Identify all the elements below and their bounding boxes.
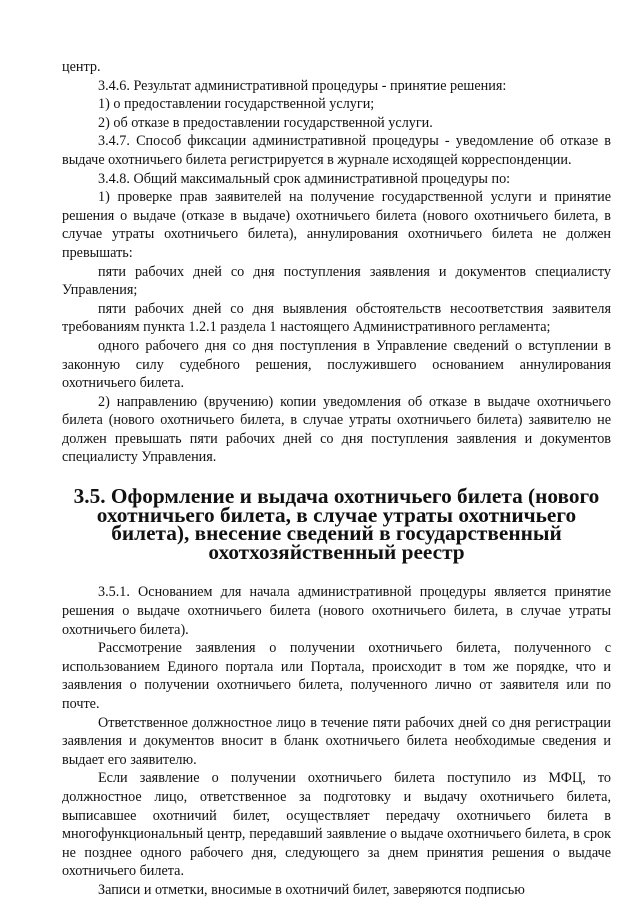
paragraph-3-5-1-a: Рассмотрение заявления о получении охотничьего билета, полученного с использованием Единого портала или Портала, происходит в том же порядке, что и заявления о получении охотничьего билета, полученного лично от заявителя или по почте. <box>62 640 611 712</box>
paragraph-3-4-6-item-1: 1) о предоставлении государственной услуги; <box>98 96 375 113</box>
paragraph-3-4-8-item-1-c: одного рабочего дня со дня поступления в Управление сведений о вступлении в законную силу судебного решения, послужившего основанием аннулирования охотничьего билета. <box>62 337 611 392</box>
paragraph-3-4-8-item-1: 1) проверке прав заявителей на получение государственной услуги и принятие решения о выдаче (отказе в выдаче) охотничьего билета (нового охотничьего билета, в случае утраты охотничьего билета), аннулирования охотничьего билета не должен превышать: <box>62 189 611 261</box>
paragraph-3-4-8-item-2: 2) направлению (вручению) копии уведомления об отказе в выдаче охотничьего билета (нового охотничьего билета, в случае утраты охотничьего билета) заявителю не должен превышать пяти рабочих дней со дня поступления заявления и документов специалисту Управления. <box>62 393 611 466</box>
paragraph-3-4-8: 3.4.8. Общий максимальный срок административной процедуры по: <box>98 170 511 187</box>
document-page <box>62 58 611 900</box>
paragraph-3-5-1-b: Ответственное должностное лицо в течение пяти рабочих дней со дня регистрации заявления и документов вносит в бланк охотничьего билета необходимые сведения и выдает его заявителю. <box>62 714 611 768</box>
paragraph-continuation: центр. <box>62 59 101 75</box>
paragraph-3-5-1: 3.5.1. Основанием для начала административной процедуры является принятие решения о выдаче охотничьего билета (нового охотничьего билета, в случае утраты охотничьего билета). <box>62 584 611 638</box>
paragraph-3-4-8-item-1-b: пяти рабочих дней со дня выявления обстоятельств несоответствия заявителя требованиям пункта 1.2.1 раздела 1 настоящего Административного регламента; <box>62 300 611 336</box>
paragraph-3-4-7: 3.4.7. Способ фиксации административной процедуры - уведомление об отказе в выдаче охотничьего билета регистрируется в журнале исходящей корреспонденции. <box>62 133 611 168</box>
paragraph-3-4-6-item-2: 2) об отказе в предоставлении государственной услуги. <box>98 114 433 131</box>
paragraph-3-5-1-d: Записи и отметки, вносимые в охотничий билет, заверяются подписью <box>98 881 525 898</box>
paragraph-3-5-1-c: Если заявление о получении охотничьего билета поступило из МФЦ, то должностное лицо, ответственное за подготовку и выдачу охотничьего билета, выписавшее охотничий билет, осуществляет передачу охотничьего билета в многофункциональный центр, передавший заявление о выдаче охотничьего билета, в срок не позднее одного рабочего дня, следующего за днем принятия решения о выдаче охотничьего билета. <box>62 770 611 880</box>
section-heading-3-5: 3.5. Оформление и выдача охотничьего билета (нового охотничьего билета, в случае утраты охотничьего билета), внесение сведений в государственный охотхозяйственный реестр <box>73 484 600 564</box>
paragraph-3-4-8-item-1-a: пяти рабочих дней со дня поступления заявления и документов специалисту Управления; <box>62 263 611 299</box>
paragraph-3-4-6: 3.4.6. Результат административной процедуры - принятие решения: <box>98 77 507 94</box>
